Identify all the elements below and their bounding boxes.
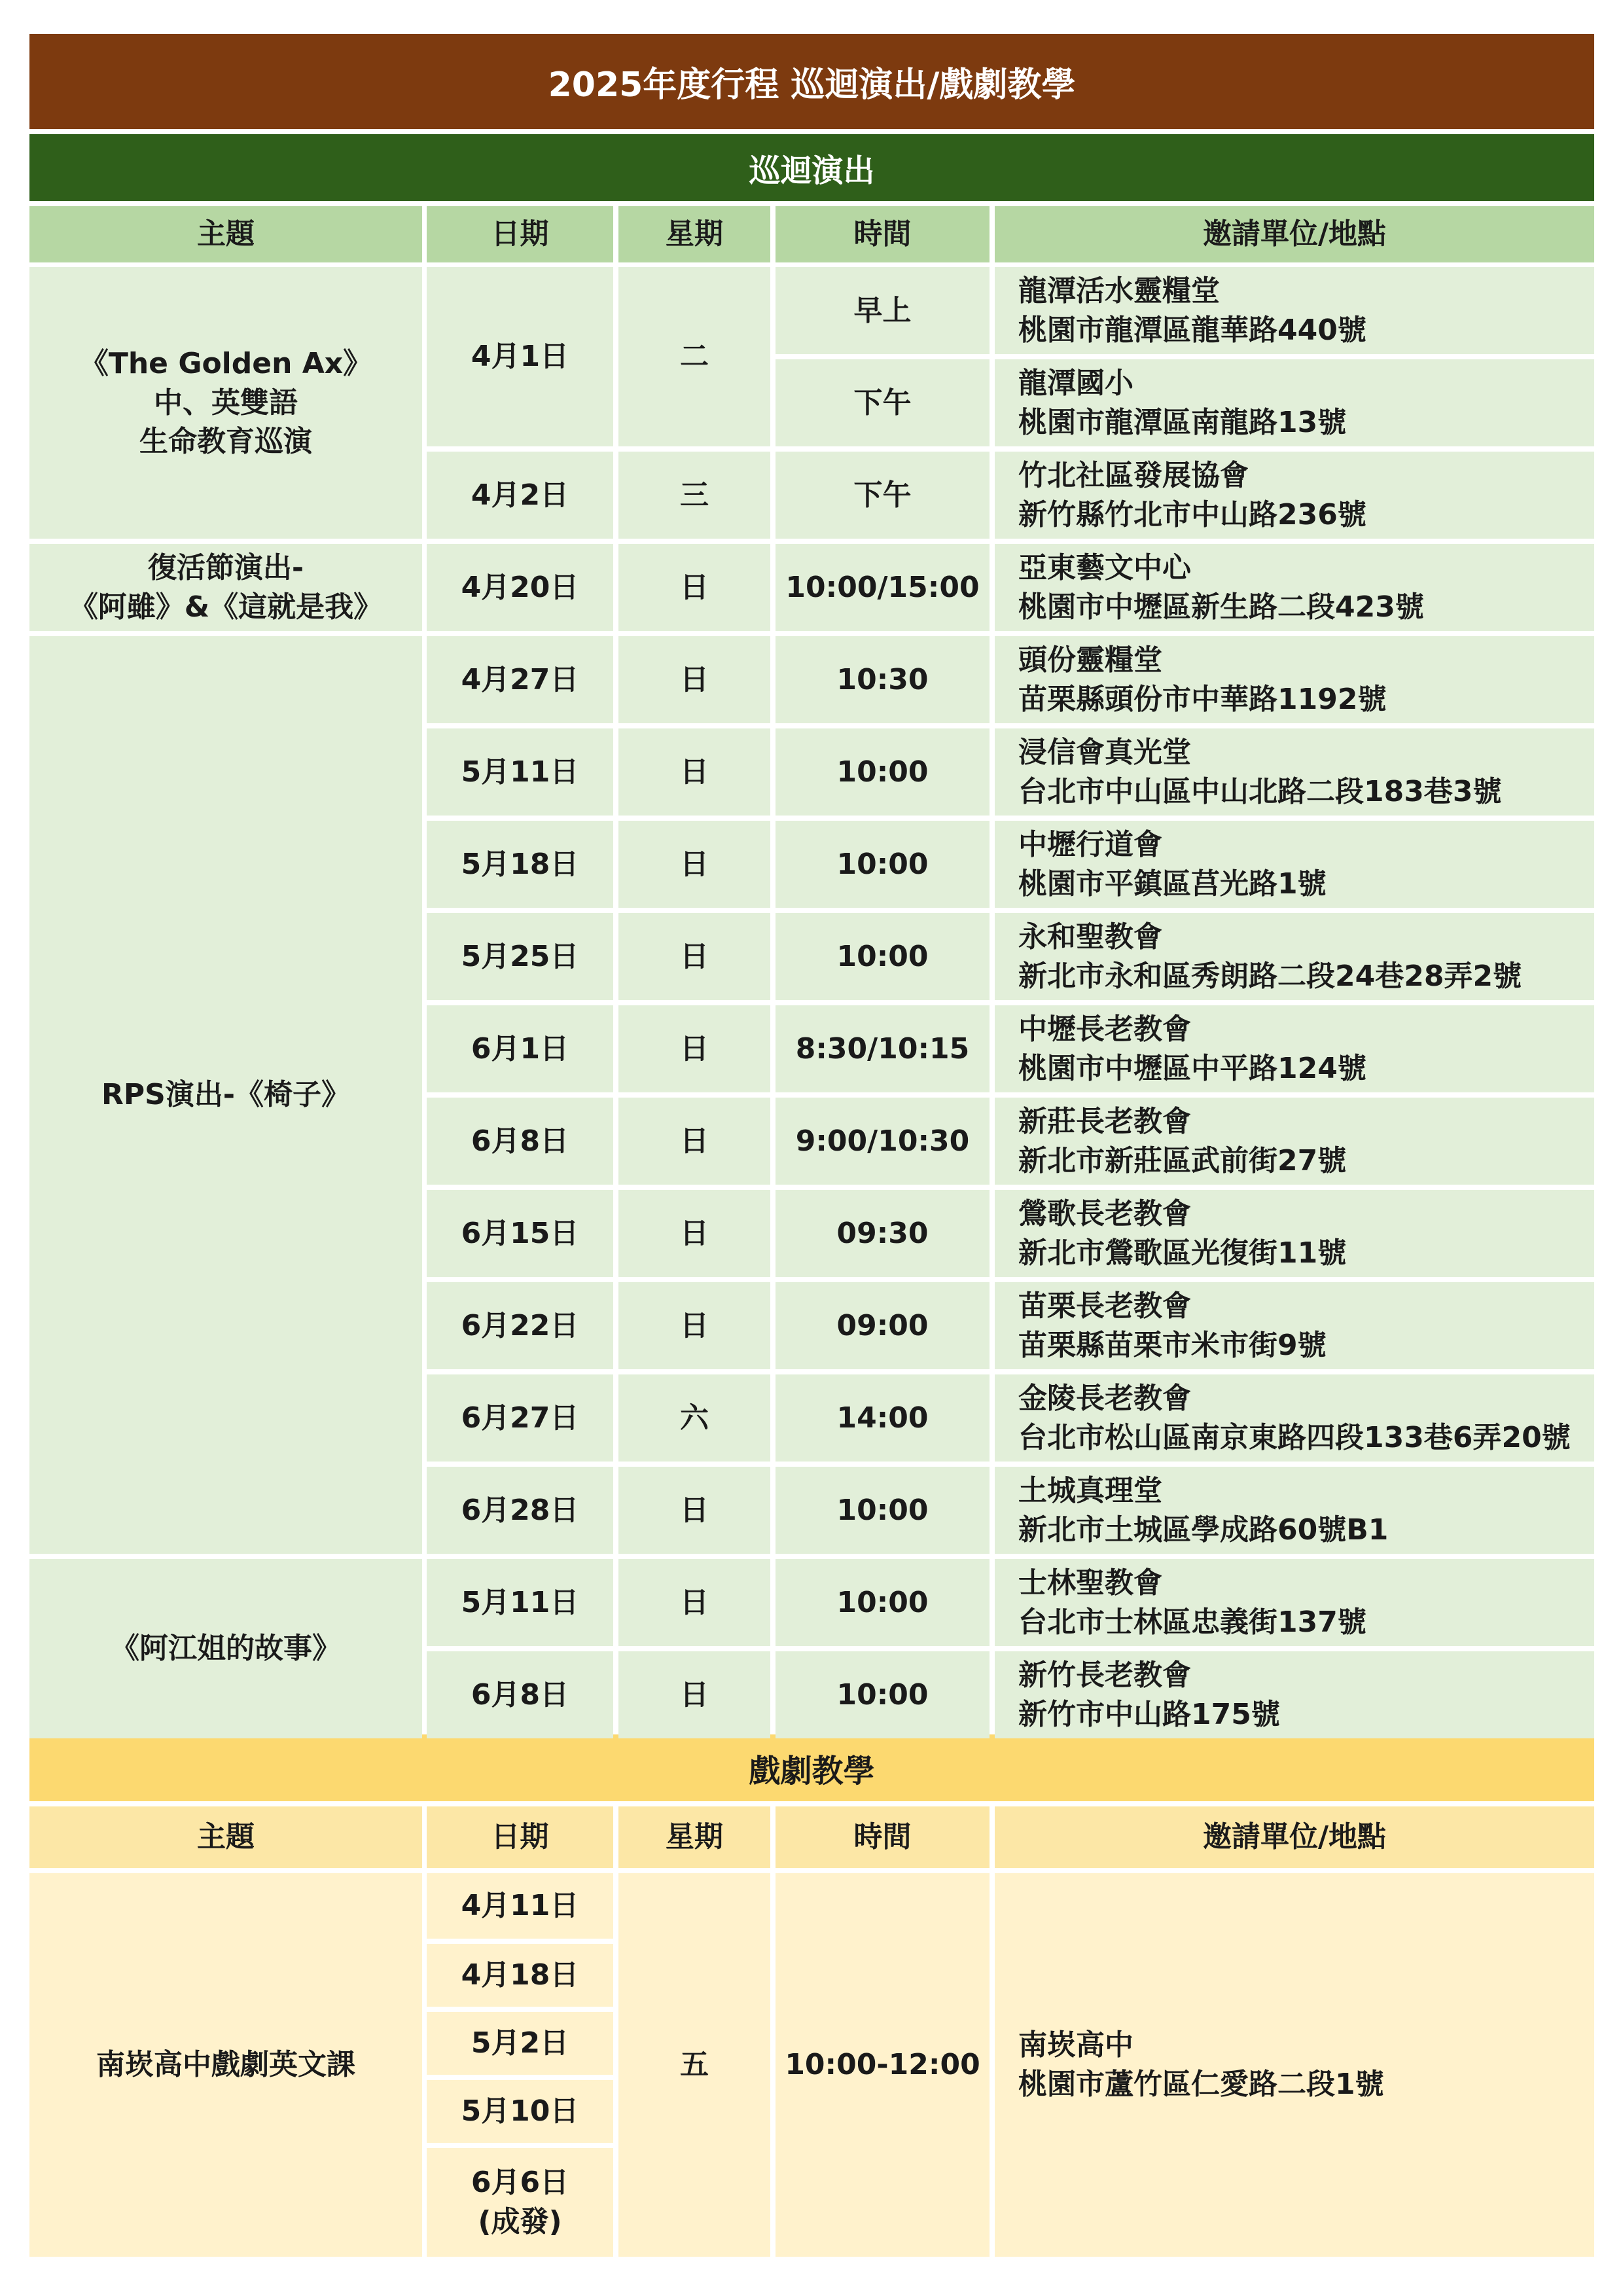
tour-venue-cell-line: 新北市鶯歌區光復街11號 [1018, 1236, 1347, 1270]
tour-date-cell-line: 4月20日 [461, 570, 579, 604]
tour-venue-cell-line: 中壢長老教會 [1018, 1012, 1191, 1046]
tour-venue-cell [995, 544, 1594, 631]
tour-venue-cell [995, 636, 1594, 723]
tour-time-cell [776, 1467, 990, 1554]
tour-venue-cell-line: 台北市士林區忠義街137號 [1018, 1605, 1366, 1639]
edu-date-cell [427, 1873, 613, 1939]
tour-topic-cell-line: RPS演出-《椅子》 [101, 1078, 351, 1112]
tour-weekday-cell-line: 日 [680, 570, 709, 604]
tour-weekday-cell [618, 452, 770, 539]
edu-date-cell [427, 1944, 613, 2007]
edu-date-cell-line: 5月2日 [471, 2026, 569, 2060]
edu-venue-cell [995, 1873, 1594, 2257]
tour-venue-cell-line: 台北市松山區南京東路四段133巷6弄20號 [1018, 1420, 1571, 1454]
tour-weekday-cell [618, 1559, 770, 1646]
tour-time-cell-line: 09:30 [836, 1216, 929, 1250]
tour-venue-cell-line: 龍潭活水靈糧堂 [1018, 274, 1220, 308]
tour-time-cell-line: 8:30/10:15 [795, 1031, 970, 1066]
tour-weekday-cell-line: 二 [680, 340, 709, 374]
tour-venue-cell-line: 新竹市中山路175號 [1018, 1697, 1280, 1731]
edu-section-title: 戲劇教學 [29, 1734, 1594, 1801]
tour-date-cell-line: 6月27日 [461, 1401, 579, 1435]
tour-date-cell [427, 1282, 613, 1369]
tour-venue-cell [995, 452, 1594, 539]
tour-venue-cell-line: 浸信會真光堂 [1018, 735, 1191, 769]
tour-time-cell-line: 10:30 [836, 662, 929, 696]
tour-time-cell [776, 636, 990, 723]
tour-section-title: 巡迴演出 [29, 134, 1594, 201]
tour-date-cell [427, 1374, 613, 1462]
tour-venue-cell [995, 821, 1594, 908]
tour-weekday-cell-line: 日 [680, 847, 709, 881]
tour-time-cell [776, 728, 990, 816]
tour-venue-cell [995, 359, 1594, 446]
tour-weekday-cell-line: 六 [680, 1401, 709, 1435]
tour-weekday-cell [618, 1005, 770, 1092]
tour-topic-cell-line: 生命教育巡演 [139, 425, 312, 459]
tour-weekday-cell [618, 1190, 770, 1277]
tour-weekday-cell [618, 1374, 770, 1462]
tour-weekday-cell [618, 1282, 770, 1369]
tour-date-cell-line: 4月1日 [471, 340, 569, 374]
tour-venue-cell-line: 土城真理堂 [1018, 1473, 1162, 1507]
edu-time-cell-line: 10:00-12:00 [785, 2048, 980, 2082]
edu-venue-cell-line: 南崁高中 [1018, 2028, 1133, 2062]
tour-venue-cell [995, 1559, 1594, 1646]
tour-weekday-cell [618, 267, 770, 446]
tour-date-cell [427, 913, 613, 1000]
tour-topic-cell-line: 《The Golden Ax》 [79, 346, 372, 380]
tour-date-cell [427, 452, 613, 539]
tour-date-cell [427, 1651, 613, 1738]
tour-date-cell [427, 728, 613, 816]
tour-time-cell [776, 359, 990, 446]
tour-venue-cell-line: 新莊長老教會 [1018, 1104, 1191, 1138]
tour-weekday-cell-line: 日 [680, 755, 709, 789]
tour-date-cell-line: 6月1日 [471, 1031, 569, 1066]
edu-topic-cell-line: 南崁高中戲劇英文課 [96, 2048, 355, 2082]
edu-header-cell: 主題 [29, 1806, 422, 1868]
tour-date-cell-line: 6月8日 [471, 1124, 569, 1158]
tour-time-cell [776, 1559, 990, 1646]
tour-weekday-cell [618, 821, 770, 908]
edu-date-cell-line: 5月10日 [461, 2094, 579, 2128]
tour-weekday-cell-line: 日 [680, 1677, 709, 1712]
tour-date-cell [427, 1098, 613, 1185]
tour-venue-cell [995, 1282, 1594, 1369]
tour-time-cell [776, 913, 990, 1000]
tour-weekday-cell [618, 1651, 770, 1738]
tour-weekday-cell-line: 日 [680, 1585, 709, 1619]
tour-venue-cell-line: 頭份靈糧堂 [1018, 643, 1162, 677]
tour-weekday-cell-line: 日 [680, 1031, 709, 1066]
tour-time-cell-line: 14:00 [836, 1401, 929, 1435]
tour-date-cell [427, 636, 613, 723]
tour-time-cell [776, 821, 990, 908]
tour-time-cell-line: 10:00 [836, 939, 929, 973]
tour-time-cell [776, 1190, 990, 1277]
tour-time-cell-line: 9:00/10:30 [795, 1124, 970, 1158]
tour-time-cell-line: 下午 [853, 478, 912, 512]
edu-venue-cell-line: 桃園市蘆竹區仁愛路二段1號 [1018, 2068, 1384, 2101]
tour-date-cell [427, 1190, 613, 1277]
tour-venue-cell-line: 苗栗長老教會 [1018, 1289, 1191, 1323]
tour-venue-cell-line: 龍潭國小 [1018, 366, 1133, 400]
tour-venue-cell-line: 苗栗縣苗栗市米市街9號 [1018, 1328, 1327, 1362]
tour-topic-cell [29, 544, 422, 631]
tour-date-cell [427, 1005, 613, 1092]
tour-venue-cell-line: 桃園市龍潭區南龍路13號 [1018, 405, 1347, 439]
tour-topic-cell-line: 《阿江姐的故事》 [111, 1632, 341, 1666]
tour-time-cell-line: 09:00 [836, 1308, 929, 1342]
page-title: 2025年度行程 巡迴演出/戲劇教學 [29, 34, 1594, 129]
edu-date-cell-line: 6月6日 [471, 2166, 569, 2200]
tour-venue-cell [995, 1467, 1594, 1554]
edu-date-cell [427, 2080, 613, 2143]
tour-weekday-cell [618, 913, 770, 1000]
tour-venue-cell-line: 新竹縣竹北市中山路236號 [1018, 497, 1366, 531]
tour-topic-cell [29, 636, 422, 1554]
tour-venue-cell-line: 中壢行道會 [1018, 827, 1162, 861]
tour-date-cell [427, 1467, 613, 1554]
tour-time-cell [776, 1374, 990, 1462]
edu-header-cell: 日期 [427, 1806, 613, 1868]
tour-date-cell-line: 5月11日 [461, 755, 579, 789]
tour-venue-cell [995, 1190, 1594, 1277]
tour-venue-cell [995, 1005, 1594, 1092]
tour-venue-cell-line: 新竹長老教會 [1018, 1658, 1191, 1692]
tour-weekday-cell [618, 728, 770, 816]
edu-header-cell: 星期 [618, 1806, 770, 1868]
tour-venue-cell-line: 新北市永和區秀朗路二段24巷28弄2號 [1018, 959, 1522, 993]
edu-weekday-cell [618, 1873, 770, 2257]
tour-venue-cell-line: 桃園市中壢區新生路二段423號 [1018, 590, 1424, 624]
tour-venue-cell [995, 267, 1594, 354]
tour-date-cell-line: 5月11日 [461, 1585, 579, 1619]
edu-date-cell-line: 4月18日 [461, 1958, 579, 1992]
edu-date-cell [427, 2012, 613, 2075]
tour-date-cell [427, 821, 613, 908]
tour-header-cell: 時間 [776, 206, 990, 262]
tour-header-cell: 主題 [29, 206, 422, 262]
tour-venue-cell-line: 金陵長老教會 [1018, 1381, 1191, 1415]
tour-topic-cell [29, 267, 422, 539]
tour-venue-cell-line: 桃園市中壢區中平路124號 [1018, 1051, 1366, 1085]
tour-time-cell [776, 1651, 990, 1738]
tour-time-cell-line: 10:00 [836, 1677, 929, 1712]
edu-header-cell: 時間 [776, 1806, 990, 1868]
tour-weekday-cell-line: 日 [680, 1493, 709, 1527]
tour-date-cell-line: 5月25日 [461, 939, 579, 973]
tour-date-cell-line: 6月15日 [461, 1216, 579, 1250]
tour-header-cell: 日期 [427, 206, 613, 262]
tour-header-cell: 星期 [618, 206, 770, 262]
tour-time-cell-line: 10:00 [836, 755, 929, 789]
tour-weekday-cell [618, 636, 770, 723]
tour-venue-cell-line: 新北市新莊區武前街27號 [1018, 1143, 1347, 1177]
tour-venue-cell-line: 新北市土城區學成路60號B1 [1018, 1513, 1389, 1547]
tour-time-cell-line: 10:00/15:00 [785, 570, 980, 604]
tour-time-cell-line: 10:00 [836, 847, 929, 881]
tour-date-cell-line: 6月28日 [461, 1493, 579, 1527]
tour-weekday-cell-line: 日 [680, 1308, 709, 1342]
tour-venue-cell [995, 728, 1594, 816]
tour-weekday-cell [618, 1098, 770, 1185]
tour-topic-cell-line: 中、英雙語 [154, 386, 298, 420]
edu-date-cell-line: (成發) [478, 2205, 562, 2238]
tour-topic-cell-line: 復活節演出- [147, 550, 304, 584]
tour-venue-cell-line: 桃園市平鎮區莒光路1號 [1018, 867, 1327, 901]
edu-time-cell [776, 1873, 990, 2257]
tour-venue-cell-line: 永和聖教會 [1018, 920, 1162, 954]
tour-time-cell-line: 下午 [853, 386, 912, 420]
edu-header-cell: 邀請單位/地點 [995, 1806, 1594, 1868]
tour-venue-cell [995, 1098, 1594, 1185]
tour-date-cell-line: 4月27日 [461, 662, 579, 696]
tour-weekday-cell [618, 544, 770, 631]
tour-venue-cell [995, 1651, 1594, 1738]
edu-topic-cell [29, 1873, 422, 2257]
tour-venue-cell-line: 士林聖教會 [1018, 1566, 1162, 1600]
tour-venue-cell-line: 苗栗縣頭份市中華路1192號 [1018, 682, 1387, 716]
tour-time-cell [776, 1098, 990, 1185]
tour-time-cell [776, 544, 990, 631]
tour-time-cell [776, 1282, 990, 1369]
tour-topic-cell [29, 1559, 422, 1738]
tour-date-cell-line: 4月2日 [471, 478, 569, 512]
tour-date-cell-line: 6月22日 [461, 1308, 579, 1342]
tour-venue-cell-line: 亞東藝文中心 [1018, 550, 1191, 584]
tour-header-cell: 邀請單位/地點 [995, 206, 1594, 262]
tour-venue-cell-line: 竹北社區發展協會 [1018, 458, 1249, 492]
edu-date-cell [427, 2148, 613, 2257]
tour-weekday-cell-line: 日 [680, 1216, 709, 1250]
tour-weekday-cell-line: 日 [680, 1124, 709, 1158]
edu-weekday-cell-line: 五 [680, 2048, 709, 2082]
tour-weekday-cell-line: 三 [680, 478, 709, 512]
tour-venue-cell [995, 913, 1594, 1000]
tour-weekday-cell-line: 日 [680, 939, 709, 973]
tour-time-cell-line: 10:00 [836, 1493, 929, 1527]
tour-date-cell [427, 544, 613, 631]
tour-weekday-cell-line: 日 [680, 662, 709, 696]
tour-venue-cell-line: 台北市中山區中山北路二段183巷3號 [1018, 774, 1502, 808]
tour-time-cell-line: 早上 [853, 293, 912, 327]
tour-venue-cell [995, 1374, 1594, 1462]
tour-venue-cell-line: 鶯歌長老教會 [1018, 1196, 1191, 1230]
tour-weekday-cell [618, 1467, 770, 1554]
edu-date-cell-line: 4月11日 [461, 1889, 579, 1923]
tour-time-cell [776, 452, 990, 539]
tour-date-cell-line: 6月8日 [471, 1677, 569, 1712]
tour-date-cell-line: 5月18日 [461, 847, 579, 881]
tour-date-cell [427, 267, 613, 446]
tour-topic-cell-line: 《阿雖》&《這就是我》 [69, 590, 383, 624]
tour-time-cell [776, 1005, 990, 1092]
tour-time-cell [776, 267, 990, 354]
tour-venue-cell-line: 桃園市龍潭區龍華路440號 [1018, 313, 1366, 347]
tour-date-cell [427, 1559, 613, 1646]
tour-time-cell-line: 10:00 [836, 1585, 929, 1619]
